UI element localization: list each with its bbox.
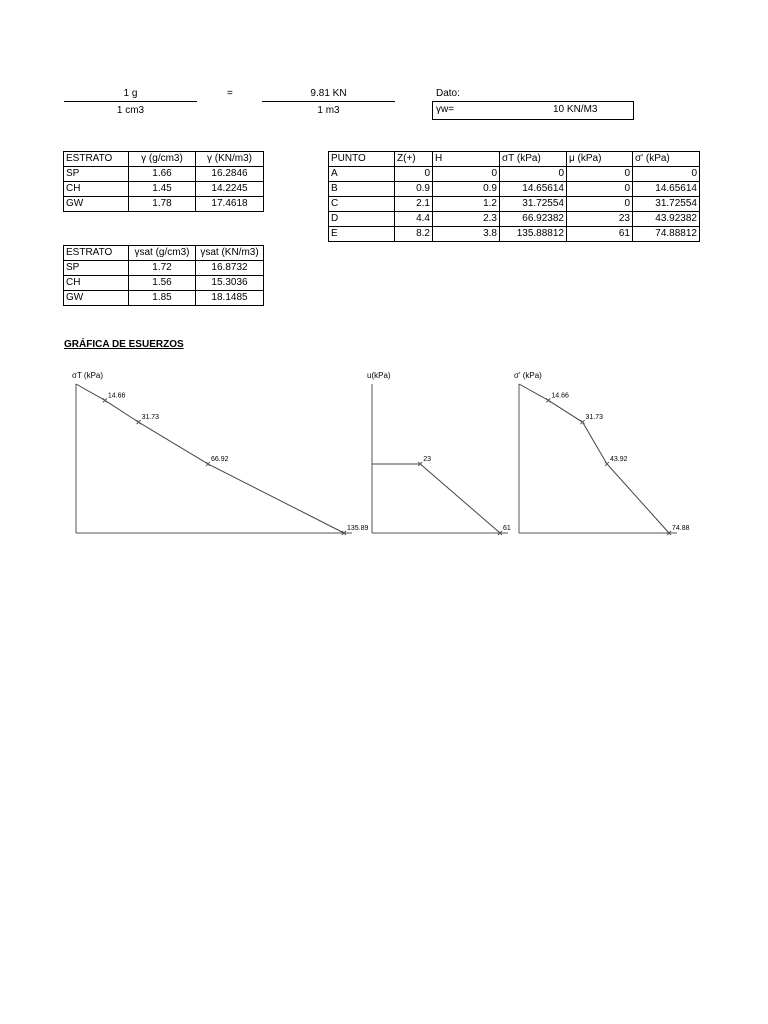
chart-title: σT (kPa)	[72, 371, 104, 380]
table-cell: 2.1	[395, 197, 433, 212]
table-row	[329, 227, 700, 242]
table-cell: 0.9	[395, 182, 433, 197]
data-label: 61	[503, 525, 511, 532]
table-header: Z(+)	[395, 152, 433, 167]
table-cell: 16.8732	[196, 261, 264, 276]
table-row	[329, 167, 700, 182]
effective-stress-chart	[512, 366, 688, 542]
equals-sign: =	[227, 88, 233, 99]
table-cell: 31.72554	[633, 197, 700, 212]
table-header: γsat (g/cm3)	[129, 246, 196, 261]
data-label: 66.92	[210, 455, 229, 463]
table-cell: 2.3	[433, 212, 500, 227]
table-row	[64, 197, 264, 212]
table-cell: 31.72554	[500, 197, 567, 212]
gamma-table	[63, 151, 264, 212]
table-cell: GW	[64, 291, 129, 306]
table-cell: 0	[395, 167, 433, 182]
table-cell: 14.2245	[196, 182, 264, 197]
data-label: 74.88	[672, 525, 690, 532]
data-point-marker	[546, 398, 550, 402]
table-cell: 8.2	[395, 227, 433, 242]
table-header-row	[64, 152, 264, 167]
table-cell: SP	[64, 167, 129, 182]
table-header: PUNTO	[329, 152, 395, 167]
table-header: γ (g/cm3)	[129, 152, 196, 167]
data-label: 23	[423, 455, 432, 463]
series-line	[519, 384, 669, 533]
data-point-marker	[581, 420, 585, 424]
table-cell: 1.85	[129, 291, 196, 306]
table-cell: 14.65614	[633, 182, 700, 197]
data-label: 31.73	[585, 414, 604, 422]
table-header: μ (kPa)	[567, 152, 633, 167]
data-label: 14.66	[551, 392, 569, 400]
table-cell: 17.4618	[196, 197, 264, 212]
series-line	[372, 464, 500, 533]
table-cell: B	[329, 182, 395, 197]
data-label: 43.92	[609, 455, 628, 463]
pore-pressure-chart	[364, 366, 511, 542]
conversion-left-numerator: 1 g	[123, 88, 138, 99]
fraction-bar-left	[64, 101, 197, 102]
table-cell: 1.66	[129, 167, 196, 182]
conversion-left-denominator: 1 cm3	[116, 105, 145, 116]
conversion-right-denominator: 1 m3	[317, 105, 340, 116]
table-row	[329, 197, 700, 212]
table-cell: 0	[633, 167, 700, 182]
table-header: γsat (KN/m3)	[196, 246, 264, 261]
table-cell: SP	[64, 261, 129, 276]
data-label: 135.89	[347, 525, 369, 532]
table-cell: 4.4	[395, 212, 433, 227]
table-cell: GW	[64, 197, 129, 212]
table-row	[64, 276, 264, 291]
table-cell: 18.1485	[196, 291, 264, 306]
gamma-w-value: 10 KN/M3	[553, 104, 598, 115]
table-cell: A	[329, 167, 395, 182]
table-header: ESTRATO	[64, 246, 129, 261]
table-cell: 43.92382	[633, 212, 700, 227]
data-label: 14.66	[107, 392, 126, 400]
table-cell: D	[329, 212, 395, 227]
section-title: GRÁFICA DE ESUERZOS	[64, 339, 184, 350]
table-row	[64, 167, 264, 182]
table-row	[329, 182, 700, 197]
table-cell: 0.9	[433, 182, 500, 197]
table-header: σ' (kPa)	[633, 152, 700, 167]
fraction-bar-right	[262, 101, 395, 102]
table-cell: CH	[64, 276, 129, 291]
table-cell: 135.88812	[500, 227, 567, 242]
table-cell: 0	[567, 197, 633, 212]
total-stress-chart	[64, 366, 369, 542]
data-point-marker	[605, 462, 609, 466]
table-header: H	[433, 152, 500, 167]
table-row	[64, 291, 264, 306]
table-cell: 15.3036	[196, 276, 264, 291]
gamma-w-label: γw=	[436, 104, 455, 115]
table-cell: CH	[64, 182, 129, 197]
table-header-row	[329, 152, 700, 167]
table-cell: 1.78	[129, 197, 196, 212]
table-cell: 0	[567, 167, 633, 182]
table-cell: 1.72	[129, 261, 196, 276]
table-cell: C	[329, 197, 395, 212]
table-cell: 3.8	[433, 227, 500, 242]
table-header: ESTRATO	[64, 152, 129, 167]
points-table	[328, 151, 700, 242]
table-header: σT (kPa)	[500, 152, 567, 167]
table-cell: 1.2	[433, 197, 500, 212]
conversion-right-numerator: 9.81 KN	[310, 88, 347, 99]
table-cell: 1.56	[129, 276, 196, 291]
data-point-marker	[103, 398, 107, 402]
table-cell: 61	[567, 227, 633, 242]
table-cell: 66.92382	[500, 212, 567, 227]
table-header-row	[64, 246, 264, 261]
table-cell: 1.45	[129, 182, 196, 197]
table-cell: 16.2846	[196, 167, 264, 182]
dato-label: Dato:	[436, 88, 460, 99]
table-cell: 74.88812	[633, 227, 700, 242]
data-label: 31.73	[141, 414, 160, 422]
gamma-w-box	[432, 101, 634, 120]
table-row	[329, 212, 700, 227]
gamma-sat-table	[63, 245, 264, 306]
table-row	[64, 261, 264, 276]
data-point-marker	[137, 420, 141, 424]
table-cell: 0	[433, 167, 500, 182]
table-row	[64, 182, 264, 197]
data-point-marker	[206, 462, 210, 466]
table-header: γ (KN/m3)	[196, 152, 264, 167]
table-cell: E	[329, 227, 395, 242]
chart-title: σ' (kPa)	[514, 371, 542, 380]
chart-title: u(kPa)	[367, 371, 391, 380]
table-cell: 23	[567, 212, 633, 227]
table-cell: 0	[500, 167, 567, 182]
table-cell: 14.65614	[500, 182, 567, 197]
table-cell: 0	[567, 182, 633, 197]
